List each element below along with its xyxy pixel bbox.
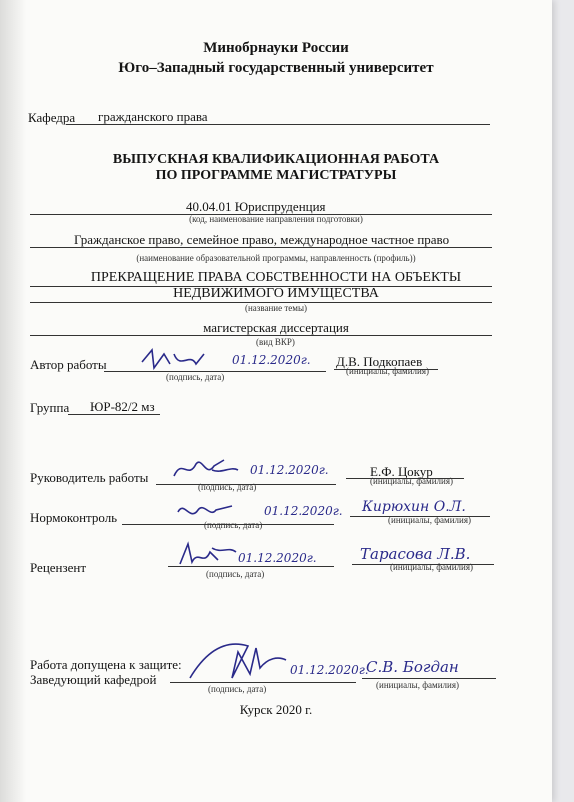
work-type-line1: ВЫПУСКНАЯ КВАЛИФИКАЦИОННАЯ РАБОТА	[112, 152, 440, 167]
normcontrol-date: 01.12.2020г.	[264, 504, 343, 518]
reviewer-label: Рецензент	[30, 560, 87, 575]
department-label: Кафедра	[28, 110, 76, 125]
normcontrol-name-caption: (инициалы, фамилия)	[388, 515, 471, 525]
city-year: Курск 2020 г.	[239, 702, 313, 717]
author-date: 01.12.2020г.	[232, 353, 311, 367]
head-signature-icon	[188, 638, 288, 684]
admission-name-caption: (инициалы, фамилия)	[376, 680, 459, 690]
admission-line1: Работа допущена к защите:	[30, 657, 182, 672]
supervisor-signature-icon	[172, 456, 242, 484]
vkr-kind-underline	[30, 335, 492, 336]
admission-date: 01.12.2020г.	[290, 663, 369, 677]
vkr-kind-value: магистерская диссертация	[203, 320, 349, 335]
admission-name-underline	[362, 678, 496, 679]
direction-value: 40.04.01 Юриспруденция	[186, 199, 326, 214]
author-label: Автор работы	[30, 357, 107, 372]
topic-caption: (название темы)	[244, 303, 308, 313]
program-value: Гражданское право, семейное право, международное частное право	[74, 232, 450, 247]
admission-sign-caption: (подпись, дата)	[208, 684, 267, 694]
reviewer-date: 01.12.2020г.	[238, 551, 317, 565]
group-label: Группа	[30, 400, 70, 415]
program-underline	[30, 247, 492, 248]
group-value: ЮР-82/2 мз	[90, 399, 155, 414]
author-name-caption: (инициалы, фамилия)	[346, 366, 429, 376]
admission-line2: Заведующий кафедрой	[30, 672, 157, 687]
supervisor-date: 01.12.2020г.	[250, 463, 329, 477]
university-name: Юго–Западный государственный университет	[118, 60, 434, 76]
topic-line2: НЕДВИЖИМОГО ИМУЩЕСТВА	[173, 286, 379, 301]
direction-caption: (код, наименование направления подготовки)	[189, 214, 363, 224]
admission-name: С.В. Богдан	[366, 658, 459, 676]
reviewer-sign-caption: (подпись, дата)	[206, 569, 265, 579]
normcontrol-sign-caption: (подпись, дата)	[204, 520, 263, 530]
reviewer-name: Тарасова Л.В.	[360, 545, 471, 563]
reviewer-name-caption: (инициалы, фамилия)	[390, 562, 473, 572]
department-value: гражданского права	[98, 109, 208, 124]
binding-shadow	[0, 0, 26, 802]
topic-line1: ПРЕКРАЩЕНИЕ ПРАВА СОБСТВЕННОСТИ НА ОБЪЕКТЫ	[90, 270, 462, 285]
normcontrol-label: Нормоконтроль	[30, 510, 118, 525]
supervisor-name: Е.Ф. Цокур	[370, 464, 433, 479]
supervisor-name-caption: (инициалы, фамилия)	[370, 476, 453, 486]
supervisor-label: Руководитель работы	[30, 470, 149, 485]
program-caption: (наименование образовательной программы, направленность (профиль))	[136, 253, 416, 263]
reviewer-signature-icon	[178, 542, 238, 570]
vkr-kind-caption: (вид ВКР)	[256, 337, 295, 347]
author-name: Д.В. Подкопаев	[336, 354, 423, 369]
ministry-name: Минобрнауки России	[203, 40, 349, 56]
normcontrol-name: Кирюхин О.Л.	[362, 499, 466, 515]
supervisor-sign-caption: (подпись, дата)	[198, 482, 257, 492]
work-type-line2: ПО ПРОГРАММЕ МАГИСТРАТУРЫ	[155, 168, 397, 183]
author-sign-caption: (подпись, дата)	[166, 372, 225, 382]
author-signature-icon	[140, 348, 210, 374]
